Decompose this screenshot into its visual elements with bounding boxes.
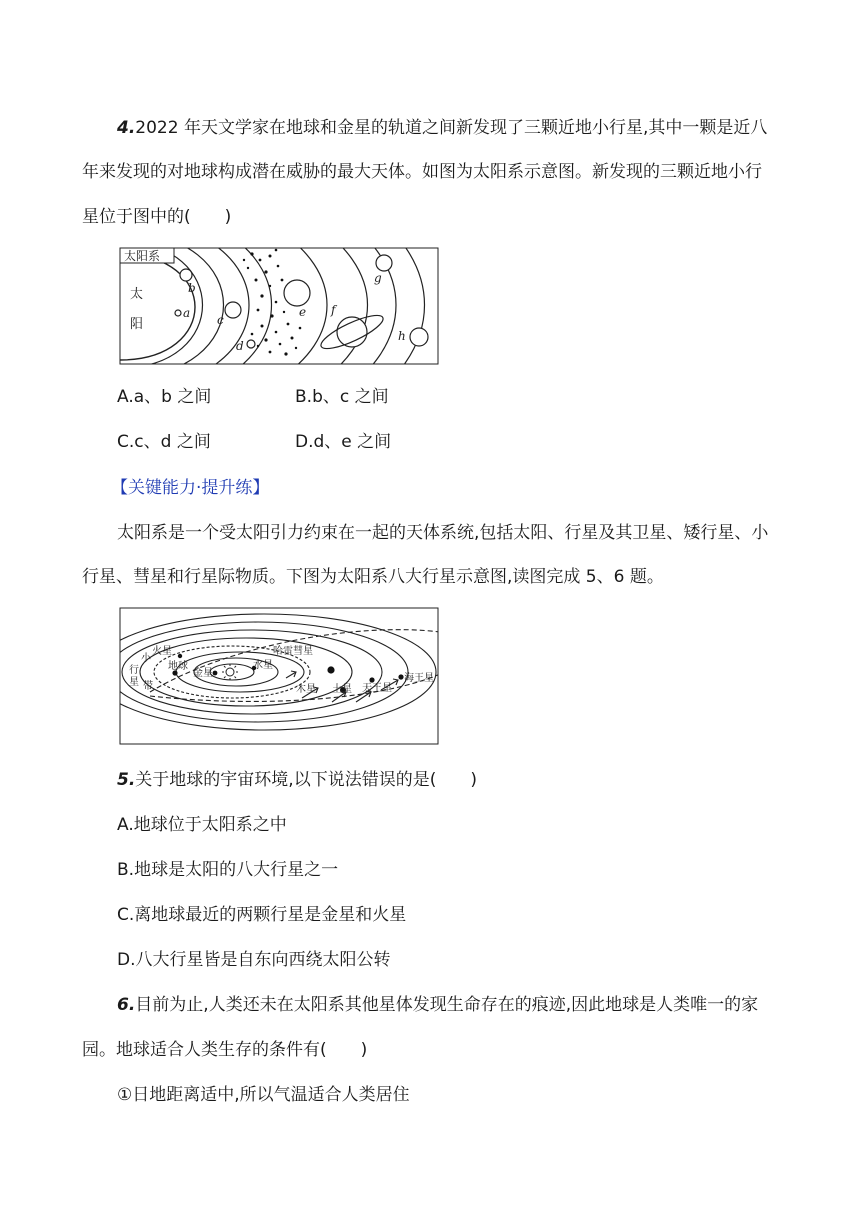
q5-text: 关于地球的宇宙环境,以下说法错误的是( ) — [135, 770, 477, 790]
label-g: g — [374, 271, 382, 285]
q6-line-1 — [117, 994, 758, 1016]
intro-line-2: 行星、彗星和行星际物质。下图为太阳系八大行星示意图,读图完成 5、6 题。 — [82, 567, 664, 587]
earth-label: 地球 — [168, 661, 188, 672]
label-f: f — [331, 303, 336, 317]
uranus-label: 天王星 — [362, 683, 392, 694]
q6-number: 6. — [117, 995, 136, 1015]
solar-system-figure — [0, 244, 860, 374]
figure-label: 太阳系 — [124, 249, 161, 263]
q4-text-1: 2022 年天文学家在地球和金星的轨道之间新发现了三颗近地小行星,其中一颗是近八 — [135, 118, 768, 138]
q4-option-a: A.a、b 之间 — [117, 387, 212, 407]
section-heading: 【关键能力·提升练】 — [111, 478, 270, 498]
venus-label: 金星 — [193, 668, 213, 679]
halley-label: 哈雷彗星 — [273, 646, 313, 657]
q5-option-c: C.离地球最近的两颗行星是金星和火星 — [117, 905, 407, 925]
label-h: h — [398, 329, 406, 343]
belt-char-4: 带 — [143, 681, 153, 692]
q4-line-1 — [117, 117, 767, 139]
label-d: d — [236, 339, 244, 353]
q5-option-d: D.八大行星皆是自东向西绕太阳公转 — [117, 950, 391, 970]
neptune-label: 海王星 — [404, 673, 434, 684]
q4-number: 4. — [117, 118, 136, 138]
q5-option-a: A.地球位于太阳系之中 — [117, 815, 287, 835]
sun-char-2: 阳 — [130, 317, 144, 332]
label-b: b — [188, 281, 196, 295]
q4-option-b: B.b、c 之间 — [295, 387, 389, 407]
mercury-label: 水星 — [253, 660, 273, 671]
q4-option-c: C.c、d 之间 — [117, 432, 211, 452]
label-c: c — [217, 313, 224, 327]
q6-line-2: 园。地球适合人类生存的条件有( ) — [82, 1040, 368, 1060]
q5-option-b: B.地球是太阳的八大行星之一 — [117, 860, 339, 880]
q4-option-d: D.d、e 之间 — [295, 432, 392, 452]
belt-char-2: 行 — [129, 665, 139, 676]
jupiter-label: 木星 — [296, 684, 316, 695]
saturn-label: 土星 — [332, 684, 352, 695]
sun-char-1: 太 — [130, 287, 144, 302]
label-e: e — [299, 305, 307, 319]
belt-char-3: 星 — [129, 677, 139, 688]
q5-stem — [117, 769, 477, 791]
q4-line-2: 年来发现的对地球构成潜在威胁的最大天体。如图为太阳系示意图。新发现的三颗近地小行 — [82, 162, 762, 182]
q6-text-1: 目前为止,人类还未在太阳系其他星体发现生命存在的痕迹,因此地球是人类唯一的家 — [135, 995, 759, 1015]
label-a: a — [183, 306, 191, 320]
figure-label-box — [120, 248, 174, 263]
eight-planets-figure — [0, 604, 860, 746]
q4-line-3: 星位于图中的( ) — [82, 207, 232, 227]
q5-number: 5. — [117, 770, 136, 790]
belt-char-1: 小 — [141, 653, 151, 664]
intro-line-1: 太阳系是一个受太阳引力约束在一起的天体系统,包括太阳、行星及其卫星、矮行星、小 — [117, 523, 769, 543]
mars-label: 火星 — [152, 646, 172, 657]
q6-item-1: ①日地距离适中,所以气温适合人类居住 — [117, 1085, 410, 1105]
